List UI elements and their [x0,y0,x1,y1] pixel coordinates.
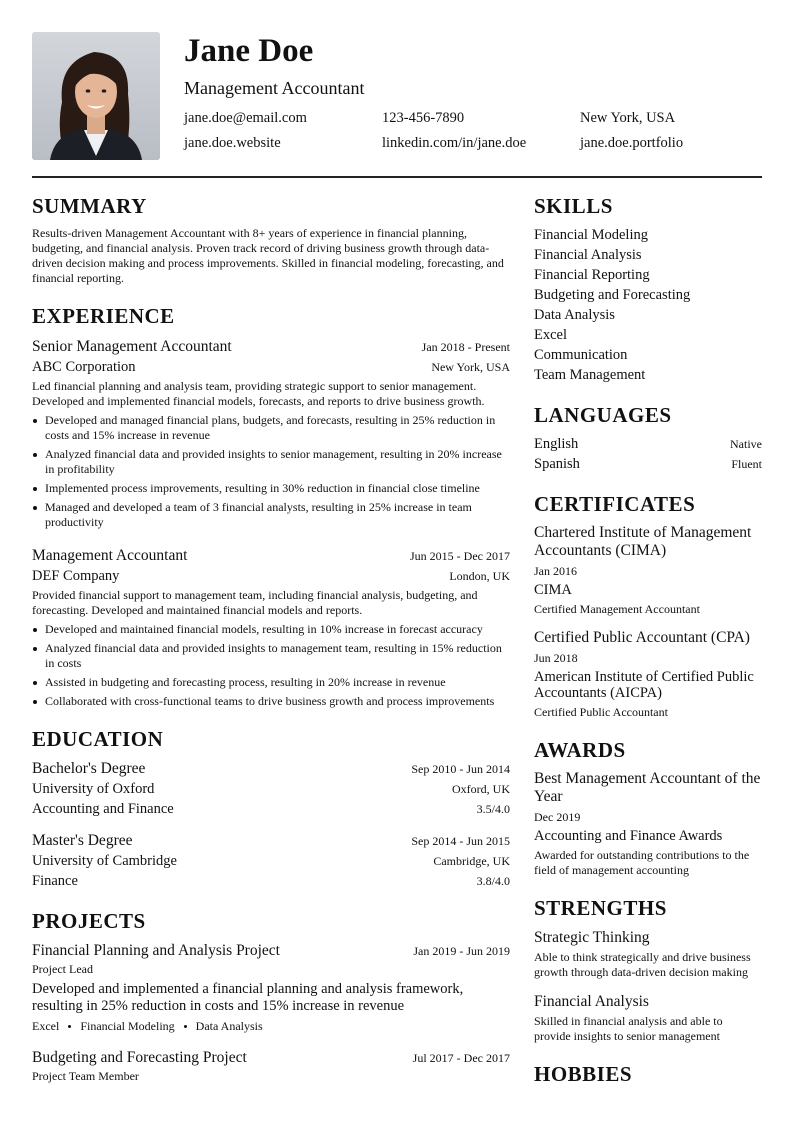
strength-item [534,928,762,980]
job-title: Management Accountant [184,78,365,98]
strength-name: Strategic Thinking [534,929,650,946]
skill-item: Team Management [534,367,646,383]
gpa: 3.8/4.0 [476,874,510,888]
experience-section [32,304,510,709]
certificates-section [534,492,762,720]
strength-description: Able to think strategically and drive business growth through data-driven decision making [534,950,751,979]
certificate-issuer: American Institute of Certified Public Accountants (AICPA) [534,669,754,701]
job-role: Management Accountant [32,547,188,564]
company-name: DEF Company [32,568,120,584]
phone-number: 123-456-7890 [382,110,465,126]
achievement-item: Developed and managed financial plans, budgets, and forecasts, resulting in 25% reduction in costs and 15% increase in revenue [32,413,510,443]
skill-item: Excel [534,327,568,343]
school-location: Oxford, UK [452,782,510,796]
resume-header [32,32,762,160]
project-name: Budgeting and Forecasting Project [32,1049,247,1066]
languages-section [534,403,762,474]
certificate-item [534,524,762,617]
achievement-item: Analyzed financial data and provided insights to senior management, resulting in 20% increase in profitability [32,447,510,477]
awards-section [534,738,762,878]
summary-section [32,194,510,286]
skills-list [534,225,762,385]
project-item [32,1048,510,1084]
job-role: Senior Management Accountant [32,338,232,355]
summary-heading: SUMMARY [32,194,147,218]
job-location: New York, USA [431,360,510,374]
portfolio-link[interactable]: jane.doe.portfolio [580,135,684,151]
job-dates: Jun 2015 - Dec 2017 [410,549,510,563]
website-link[interactable]: jane.doe.website [184,135,281,151]
award-description: Awarded for outstanding contributions to the field of management accounting [534,848,750,877]
award-issuer: Accounting and Finance Awards [534,828,723,844]
experience-heading: EXPERIENCE [32,304,175,328]
job-description: Led financial planning and analysis team, providing strategic support to senior management. Developed and implemented financial models, forecasts, and reports to drive business growth. [32,379,485,408]
skills-section [534,194,762,385]
skill-item: Data Analysis [534,307,615,323]
certificate-date: Jun 2018 [534,651,578,665]
project-role: Project Team Member [32,1069,139,1083]
education-dates: Sep 2010 - Jun 2014 [411,762,510,776]
project-tag: Excel [32,1019,60,1033]
summary-text: Results-driven Management Accountant with 8+ years of experience in financial planning, budgeting, and financial analysis. Proven track record of driving business growth through data-driven decision making and process improvements. Skilled in financial modeling, forecasting, and financial reporting. [32,226,504,285]
strength-name: Financial Analysis [534,993,649,1010]
right-column [534,194,762,1086]
experience-item [32,337,510,530]
achievement-item: Managed and developed a team of 3 financial analysts, resulting in 25% increase in team productivity [32,500,510,530]
award-item [534,770,762,878]
certificate-description: Certified Public Accountant [534,705,668,719]
education-item [32,759,510,819]
certificate-date: Jan 2016 [534,564,577,578]
hobbies-heading: HOBBIES [534,1062,633,1086]
project-item [32,941,510,1034]
achievement-item: Implemented process improvements, resulting in 30% reduction in financial close timeline [32,481,510,496]
project-tag: Data Analysis [195,1019,263,1033]
education-heading: EDUCATION [32,727,164,751]
skill-item: Financial Modeling [534,227,648,243]
company-name: ABC Corporation [32,359,136,375]
project-tags [32,1018,510,1034]
achievement-list [32,622,510,709]
candidate-name: Jane Doe [184,33,314,69]
education-item [32,831,510,891]
certificate-name: Certified Public Accountant (CPA) [534,629,750,646]
strengths-section [534,896,762,1044]
awards-heading: AWARDS [534,738,626,762]
experience-item [32,546,510,709]
education-dates: Sep 2014 - Jun 2015 [411,834,510,848]
projects-heading: PROJECTS [32,909,146,933]
degree-name: Master's Degree [32,832,133,849]
degree-name: Bachelor's Degree [32,760,146,777]
strengths-heading: STRENGTHS [534,896,667,920]
certificate-item [534,629,762,720]
projects-section [32,909,510,1084]
award-date: Dec 2019 [534,810,581,824]
education-section [32,727,510,891]
language-list [534,434,762,474]
field-of-study: Accounting and Finance [32,801,174,817]
certificate-issuer: CIMA [534,582,572,598]
award-name: Best Management Accountant of the Year [534,770,761,805]
linkedin-link[interactable]: linkedin.com/in/jane.doe [382,135,527,151]
tag-separator [184,1025,187,1028]
languages-heading: LANGUAGES [534,403,672,427]
left-column [32,194,510,1084]
project-name: Financial Planning and Analysis Project [32,942,280,959]
gpa: 3.5/4.0 [476,802,510,816]
contact-info [184,109,762,153]
language-name: Spanish [534,456,580,472]
job-description: Provided financial support to management team, including financial analysis, budgeting, and forecasting. Developed and maintained financial models and reports. [32,588,478,617]
strength-item [534,992,762,1044]
job-dates: Jan 2018 - Present [421,340,510,354]
skill-item: Communication [534,347,628,363]
achievement-item: Assisted in budgeting and forecasting process, resulting in 20% increase in revenue [32,675,510,690]
language-item [534,454,762,474]
resume-page [32,32,762,1086]
strength-description: Skilled in financial analysis and able to provide insights to senior management [534,1014,723,1043]
school-name: University of Oxford [32,781,155,797]
skills-heading: SKILLS [534,194,613,218]
project-role: Project Lead [32,962,93,976]
project-tag: Financial Modeling [80,1019,175,1033]
job-location: London, UK [449,569,510,583]
tag-separator [68,1025,71,1028]
header-divider [32,176,762,178]
certificate-name: Chartered Institute of Management Accountants (CIMA) [534,524,752,559]
profile-photo [32,32,160,160]
language-name: English [534,436,579,452]
project-dates: Jan 2019 - Jun 2019 [413,944,510,958]
project-description: Developed and implemented a financial planning and analysis framework, resulting in 25% reduction in costs and 15% increase in revenue [32,981,464,1014]
field-of-study: Finance [32,873,78,889]
language-level: Native [730,437,762,451]
project-dates: Jul 2017 - Dec 2017 [412,1051,510,1065]
school-location: Cambridge, UK [433,854,510,868]
location: New York, USA [580,110,676,126]
certificates-heading: CERTIFICATES [534,492,696,516]
hobbies-section [534,1062,762,1086]
skill-item: Financial Analysis [534,247,642,263]
certificate-description: Certified Management Accountant [534,602,700,616]
skill-item: Financial Reporting [534,267,650,283]
achievement-list [32,413,510,530]
skill-item: Budgeting and Forecasting [534,287,691,303]
achievement-item: Developed and maintained financial models, resulting in 10% increase in forecast accuracy [32,622,510,637]
language-item [534,434,762,454]
school-name: University of Cambridge [32,853,177,869]
achievement-item: Collaborated with cross-functional teams to drive business growth and process improvements [32,694,510,709]
language-level: Fluent [731,457,762,471]
achievement-item: Analyzed financial data and provided insights to management team, resulting in 15% reduction in costs [32,641,510,671]
email-link[interactable]: jane.doe@email.com [184,110,307,126]
